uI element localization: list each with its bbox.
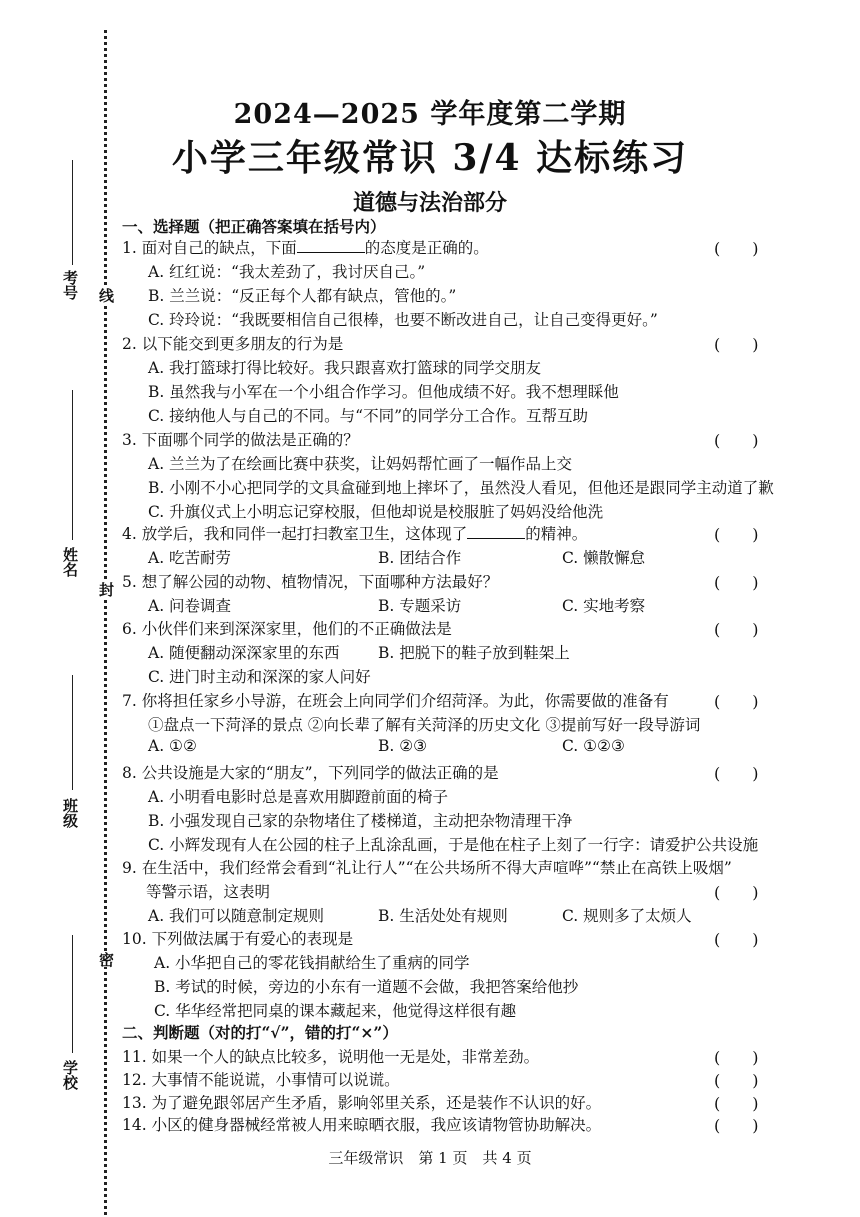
seal-seal-label: 封 (97, 582, 115, 597)
option-10a: A. 小华把自己的零花钱捐献给生了重病的同学 (154, 954, 470, 972)
option-6c: C. 进门时主动和深深的家人问好 (148, 668, 371, 686)
option-4b: B. 团结合作 (378, 549, 462, 567)
school-field[interactable] (72, 935, 73, 1053)
option-5c: C. 实地考察 (562, 597, 646, 615)
option-4a: A. 吃苦耐劳 (148, 549, 232, 567)
option-9b: B. 生活处处有规则 (378, 907, 508, 925)
judge-item-14: 14. 小区的健身器械经常被人用来晾晒衣服，我应该请物管协助解决。 (122, 1116, 602, 1134)
judge-item-12: 12. 大事情不能说谎，小事情可以说谎。 (122, 1071, 400, 1089)
exam-number-label: 考号 (61, 270, 79, 300)
option-1a: A. 红红说：“我太差劲了，我讨厌自己。” (148, 263, 426, 281)
option-5b: B. 专题采访 (378, 597, 462, 615)
page-footer: 三年级常识 第 1 页 共 4 页 (328, 1149, 532, 1167)
option-9c: C. 规则多了太烦人 (562, 907, 692, 925)
option-10c: C. 华华经常把同桌的课本藏起来，他觉得这样很有趣 (154, 1002, 517, 1020)
judge-section-heading: 二、判断题（对的打“√”，错的打“×”） (122, 1023, 398, 1042)
option-3c: C. 升旗仪式上小明忘记穿校服，但他却说是校服脏了妈妈没给他洗 (148, 503, 604, 521)
question-4: 4. 放学后，我和同伴一起打扫教室卫生，这体现了 的精神。 (122, 525, 588, 543)
question-1: 1. 面对自己的缺点，下面 的态度是正确的。 (122, 239, 489, 257)
answer-paren-14[interactable]: ( ) (714, 1116, 759, 1135)
school-year-title: 2024—2025 学年度第二学期 (233, 99, 627, 130)
option-3b: B. 小刚不小心把同学的文具盒碰到地上摔坏了，虽然没人看见，但他还是跟同学主动道了歉 (148, 479, 774, 497)
class-field[interactable] (72, 675, 73, 790)
answer-paren-5[interactable]: ( ) (714, 573, 759, 592)
question-9-cont: 等警示语，这表明 (146, 883, 271, 901)
option-1c: C. 玲玲说：“我既要相信自己很棒，也要不断改进自己，让自己变得更好。” (148, 311, 658, 329)
answer-paren-7[interactable]: ( ) (714, 692, 759, 711)
choice-section-heading: 一、选择题（把正确答案填在括号内） (122, 217, 386, 236)
name-field[interactable] (72, 390, 73, 540)
question-6: 6. 小伙伴们来到深深家里，他们的不正确做法是 (122, 620, 452, 638)
school-label: 学校 (61, 1060, 79, 1090)
question-7-items: ①盘点一下菏泽的景点 ②向长辈了解有关菏泽的历史文化 ③提前写好一段导游词 (148, 716, 701, 734)
option-1b: B. 兰兰说：“反正每个人都有缺点，管他的。” (148, 287, 457, 305)
option-9a: A. 我们可以随意制定规则 (148, 907, 325, 925)
name-label: 姓名 (61, 547, 79, 577)
answer-paren-3[interactable]: ( ) (714, 431, 759, 450)
question-7: 7. 你将担任家乡小导游，在班会上向同学们介绍菏泽。为此，你需要做的准备有 (122, 692, 669, 710)
answer-paren-6[interactable]: ( ) (714, 620, 759, 639)
question-2: 2. 以下能交到更多朋友的行为是 (122, 335, 344, 353)
option-6b: B. 把脱下的鞋子放到鞋架上 (378, 644, 570, 662)
question-10: 10. 下列做法属于有爱心的表现是 (122, 930, 354, 948)
answer-paren-2[interactable]: ( ) (714, 335, 759, 354)
option-2a: A. 我打篮球打得比较好。我只跟喜欢打篮球的同学交朋友 (148, 359, 542, 377)
option-10b: B. 考试的时候，旁边的小东有一道题不会做，我把答案给他抄 (154, 978, 579, 996)
answer-paren-4[interactable]: ( ) (714, 525, 759, 544)
option-3a: A. 兰兰为了在绘画比赛中获奖，让妈妈帮忙画了一幅作品上交 (148, 455, 573, 473)
option-8b: B. 小强发现自己家的杂物堵住了楼梯道，主动把杂物清理干净 (148, 812, 573, 830)
judge-item-13: 13. 为了避免跟邻居产生矛盾，影响邻里关系，还是装作不认识的好。 (122, 1094, 602, 1112)
answer-paren-9[interactable]: ( ) (714, 883, 759, 902)
answer-blank[interactable] (467, 524, 525, 539)
option-4c: C. 懒散懈怠 (562, 549, 646, 567)
answer-blank[interactable] (297, 238, 365, 253)
question-3: 3. 下面哪个同学的做法是正确的？ (122, 431, 359, 449)
exam-title: 小学三年级常识 3/4 达标练习 (171, 137, 689, 179)
seal-line-label: 线 (97, 288, 115, 303)
answer-paren-11[interactable]: ( ) (714, 1048, 759, 1067)
answer-paren-13[interactable]: ( ) (714, 1094, 759, 1113)
option-8c: C. 小辉发现有人在公园的柱子上乱涂乱画，于是他在柱子上刻了一行字：请爱护公共设施 (148, 836, 759, 854)
answer-paren-10[interactable]: ( ) (714, 930, 759, 949)
section-subtitle: 道德与法治部分 (352, 191, 507, 216)
seal-close-label: 密 (97, 952, 115, 967)
answer-paren-8[interactable]: ( ) (714, 764, 759, 783)
answer-paren-1[interactable]: ( ) (714, 239, 759, 258)
class-label: 班级 (61, 798, 79, 828)
judge-item-11: 11. 如果一个人的缺点比较多，说明他一无是处，非常差劲。 (122, 1048, 540, 1066)
option-2b: B. 虽然我与小军在一个小组合作学习。但他成绩不好。我不想理睬他 (148, 383, 619, 401)
question-5: 5. 想了解公园的动物、植物情况，下面哪种方法最好？ (122, 573, 499, 591)
option-7c: C. ①②③ (562, 737, 625, 755)
option-7a: A. ①② (148, 737, 197, 755)
answer-paren-12[interactable]: ( ) (714, 1071, 759, 1090)
question-9: 9. 在生活中，我们经常会看到“礼让行人”“在公共场所不得大声喧哗”“禁止在高铁上吸烟” (122, 859, 732, 877)
option-7b: B. ②③ (378, 737, 428, 755)
question-8: 8. 公共设施是大家的“朋友”，下列同学的做法正确的是 (122, 764, 499, 782)
option-5a: A. 问卷调查 (148, 597, 232, 615)
option-8a: A. 小明看电影时总是喜欢用脚蹬前面的椅子 (148, 788, 449, 806)
option-2c: C. 接纳他人与自己的不同。与“不同”的同学分工合作。互帮互助 (148, 407, 589, 425)
option-6a: A. 随便翻动深深家里的东西 (148, 644, 340, 662)
